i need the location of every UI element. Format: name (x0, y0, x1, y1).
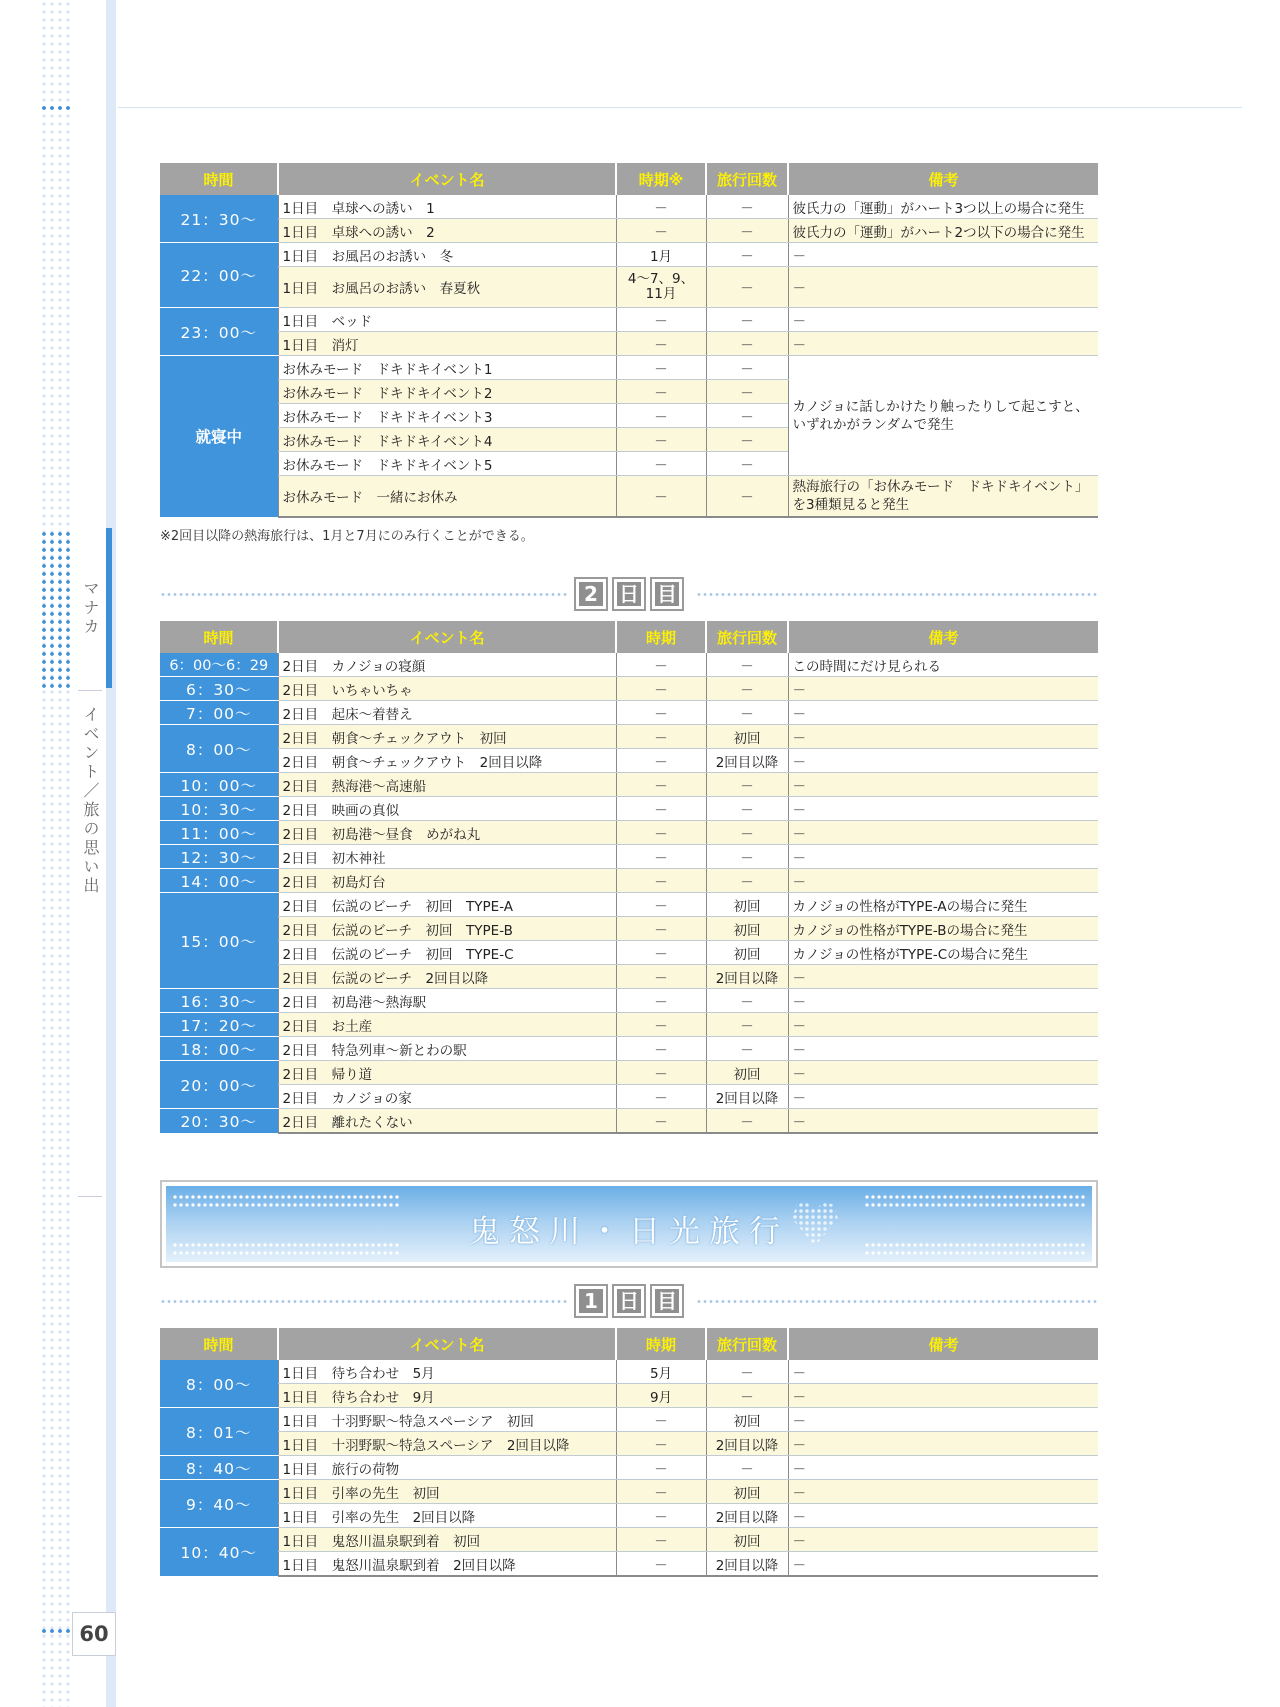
table-row (160, 1360, 1098, 1384)
period-cell: － (616, 356, 706, 380)
header-count: 旅行回数 (706, 1328, 788, 1360)
period-cell: － (616, 773, 706, 797)
count-cell: 2回目以降 (706, 1432, 788, 1456)
table-row (160, 243, 1098, 267)
time-cell: 10：30～ (160, 797, 278, 821)
event-cell: 2日目 起床～着替え (278, 701, 616, 725)
margin-dash-bottom (40, 1629, 72, 1633)
margin-dash-top (40, 106, 72, 110)
page-number: 60 (72, 1612, 116, 1656)
table-row (160, 1085, 1098, 1109)
count-cell: － (706, 1109, 788, 1134)
note-cell: － (788, 677, 1098, 701)
count-cell: 初回 (706, 941, 788, 965)
banner-dots (864, 1194, 1086, 1200)
note-cell: 彼氏力の「運動」がハート3つ以上の場合に発生 (788, 195, 1098, 219)
table-row (160, 267, 1098, 308)
count-cell: － (706, 476, 788, 518)
count-cell: － (706, 1013, 788, 1037)
period-cell: － (616, 845, 706, 869)
period-cell: － (616, 893, 706, 917)
count-cell: － (706, 219, 788, 243)
count-cell: － (706, 989, 788, 1013)
time-cell: 20：00～ (160, 1061, 278, 1109)
note-cell: － (788, 749, 1098, 773)
trip-banner (160, 1180, 1098, 1268)
period-cell: － (616, 725, 706, 749)
period-cell: － (616, 1528, 706, 1552)
count-cell: － (706, 308, 788, 332)
side-tab-divider (78, 690, 102, 691)
time-cell: 15：00～ (160, 893, 278, 989)
period-cell: － (616, 332, 706, 356)
time-cell: 8：01～ (160, 1408, 278, 1456)
count-cell: － (706, 380, 788, 404)
note-cell: － (788, 1456, 1098, 1480)
event-cell: お休みモード ドキドキイベント5 (278, 452, 616, 476)
time-cell: 8：00～ (160, 1360, 278, 1408)
table-header-row (160, 621, 1098, 653)
period-cell: － (616, 821, 706, 845)
note-cell: － (788, 773, 1098, 797)
table-row (160, 1552, 1098, 1577)
count-cell: － (706, 195, 788, 219)
period-cell: － (616, 1085, 706, 1109)
period-cell: － (616, 797, 706, 821)
margin-dot-highlight (40, 530, 72, 690)
heading-glyph (650, 1284, 684, 1318)
event-cell: 2日目 映画の真似 (278, 797, 616, 821)
count-cell: 初回 (706, 1528, 788, 1552)
period-cell: － (616, 452, 706, 476)
count-cell: － (706, 1037, 788, 1061)
period-cell: 4～7、9、11月 (616, 267, 706, 308)
event-cell: 1日目 十羽野駅～特急スペーシア 2回目以降 (278, 1432, 616, 1456)
count-cell: － (706, 1456, 788, 1480)
note-cell: カノジョの性格がTYPE-Cの場合に発生 (788, 941, 1098, 965)
header-event: イベント名 (278, 163, 616, 195)
event-cell: お休みモード ドキドキイベント3 (278, 404, 616, 428)
count-cell: － (706, 332, 788, 356)
time-cell: 11：00～ (160, 821, 278, 845)
heading-glyph-text: 1 (579, 1289, 603, 1313)
heading-glyph (612, 1284, 646, 1318)
count-cell: － (706, 869, 788, 893)
header-remarks: 備考 (788, 1328, 1098, 1360)
event-cell: 2日目 朝食～チェックアウト 初回 (278, 725, 616, 749)
count-cell: 初回 (706, 1408, 788, 1432)
table-row (160, 989, 1098, 1013)
event-cell: 2日目 初島灯台 (278, 869, 616, 893)
table-row (160, 1432, 1098, 1456)
period-cell: － (616, 653, 706, 677)
time-cell: 21：30～ (160, 195, 278, 243)
note-cell: － (788, 845, 1098, 869)
note-cell: － (788, 1408, 1098, 1432)
event-cell: お休みモード ドキドキイベント2 (278, 380, 616, 404)
event-cell: 1日目 十羽野駅～特急スペーシア 初回 (278, 1408, 616, 1432)
trip-banner-panel (166, 1186, 1092, 1262)
note-cell: － (788, 332, 1098, 356)
table-row (160, 941, 1098, 965)
table-row (160, 797, 1098, 821)
day-1-heading (160, 1284, 1098, 1318)
event-cell: 2日目 いちゃいちゃ (278, 677, 616, 701)
event-cell: 1日目 鬼怒川温泉駅到着 初回 (278, 1528, 616, 1552)
note-cell: カノジョの性格がTYPE-Bの場合に発生 (788, 917, 1098, 941)
header-period: 時期 (616, 621, 706, 653)
period-cell: － (616, 1013, 706, 1037)
count-cell: － (706, 821, 788, 845)
period-cell: － (616, 404, 706, 428)
event-cell: お休みモード 一緒にお休み (278, 476, 616, 518)
side-strip (106, 0, 116, 1707)
table-row (160, 1480, 1098, 1504)
event-cell: 1日目 待ち合わせ 5月 (278, 1360, 616, 1384)
table-header-row (160, 163, 1098, 195)
period-cell: － (616, 1061, 706, 1085)
period-cell: － (616, 1432, 706, 1456)
note-cell: － (788, 1528, 1098, 1552)
count-cell: 2回目以降 (706, 965, 788, 989)
header-event: イベント名 (278, 621, 616, 653)
note-cell: － (788, 1085, 1098, 1109)
header-event: イベント名 (278, 1328, 616, 1360)
header-period: 時期※ (616, 163, 706, 195)
note-cell: － (788, 1013, 1098, 1037)
table-row (160, 1384, 1098, 1408)
heading-glyph-text: 日 (619, 1289, 639, 1313)
header-remarks: 備考 (788, 621, 1098, 653)
event-cell: 2日目 帰り道 (278, 1061, 616, 1085)
heading-dotted-line (160, 593, 568, 596)
table-row (160, 677, 1098, 701)
period-cell: － (616, 941, 706, 965)
period-cell: － (616, 1408, 706, 1432)
period-cell: － (616, 219, 706, 243)
note-cell: カノジョに話しかけたり触ったりして起こすと、いずれかがランダムで発生 (788, 356, 1098, 476)
note-cell: － (788, 1384, 1098, 1408)
period-cell: － (616, 869, 706, 893)
note-cell: － (788, 1061, 1098, 1085)
time-cell: 6：00～6：29 (160, 653, 278, 677)
period-cell: － (616, 749, 706, 773)
note-cell: － (788, 821, 1098, 845)
note-cell: － (788, 1037, 1098, 1061)
event-cell: 1日目 ベッド (278, 308, 616, 332)
count-cell: － (706, 404, 788, 428)
table-row (160, 893, 1098, 917)
time-cell: 12：30～ (160, 845, 278, 869)
note-cell: － (788, 308, 1098, 332)
time-cell: 23：00～ (160, 308, 278, 356)
heading-glyph (650, 577, 684, 611)
note-cell: － (788, 701, 1098, 725)
count-cell: 2回目以降 (706, 749, 788, 773)
table-row (160, 1504, 1098, 1528)
period-cell: － (616, 308, 706, 332)
side-tab-event[interactable]: イベント／旅の思い出 (81, 706, 100, 896)
margin-dot-pattern (40, 0, 72, 1707)
count-cell: 2回目以降 (706, 1504, 788, 1528)
note-cell: － (788, 1504, 1098, 1528)
event-cell: 2日目 特急列車～新とわの駅 (278, 1037, 616, 1061)
time-cell: 18：00～ (160, 1037, 278, 1061)
count-cell: － (706, 1384, 788, 1408)
event-cell: 2日目 伝説のビーチ 初回 TYPE-A (278, 893, 616, 917)
count-cell: 2回目以降 (706, 1552, 788, 1577)
side-strip-active (106, 528, 112, 688)
count-cell: 初回 (706, 1480, 788, 1504)
table-row (160, 1528, 1098, 1552)
note-cell: － (788, 797, 1098, 821)
count-cell: － (706, 1360, 788, 1384)
note-cell: － (788, 243, 1098, 267)
event-cell: お休みモード ドキドキイベント1 (278, 356, 616, 380)
period-cell: － (616, 701, 706, 725)
table-row (160, 845, 1098, 869)
period-cell: － (616, 476, 706, 518)
count-cell: － (706, 701, 788, 725)
count-cell: － (706, 797, 788, 821)
table-row (160, 653, 1098, 677)
count-cell: － (706, 677, 788, 701)
event-cell: 1日目 卓球への誘い 2 (278, 219, 616, 243)
heading-glyph (574, 577, 608, 611)
table-row (160, 869, 1098, 893)
period-cell: － (616, 380, 706, 404)
footnote: ※2回目以降の熱海旅行は、1月と7月にのみ行くことができる。 (160, 529, 534, 544)
note-cell: 彼氏力の「運動」がハート2つ以下の場合に発生 (788, 219, 1098, 243)
period-cell: － (616, 965, 706, 989)
table-row (160, 332, 1098, 356)
note-cell: 熱海旅行の「お休みモード ドキドキイベント」を3種類見ると発生 (788, 476, 1098, 518)
note-cell: － (788, 965, 1098, 989)
count-cell: － (706, 428, 788, 452)
header-time: 時間 (160, 621, 278, 653)
note-cell: － (788, 1552, 1098, 1577)
table-row (160, 1037, 1098, 1061)
event-cell: 1日目 お風呂のお誘い 春夏秋 (278, 267, 616, 308)
table-row (160, 1109, 1098, 1134)
count-cell: 初回 (706, 893, 788, 917)
time-cell: 14：00～ (160, 869, 278, 893)
side-tab-manaka[interactable]: マナカ (81, 580, 100, 637)
period-cell: － (616, 1456, 706, 1480)
event-cell: 2日目 カノジョの家 (278, 1085, 616, 1109)
event-cell: 2日目 熱海港～高速船 (278, 773, 616, 797)
heading-glyphs (574, 1284, 684, 1318)
time-cell: 10：00～ (160, 773, 278, 797)
count-cell: － (706, 243, 788, 267)
note-cell: － (788, 1360, 1098, 1384)
table-row (160, 1061, 1098, 1085)
trip-banner-title: 鬼怒川・日光旅行 (469, 1214, 789, 1250)
event-cell: 2日目 離れたくない (278, 1109, 616, 1134)
count-cell: 初回 (706, 917, 788, 941)
time-cell: 20：30～ (160, 1109, 278, 1134)
table-row (160, 917, 1098, 941)
note-cell: － (788, 1109, 1098, 1134)
heading-glyph (612, 577, 646, 611)
period-cell: － (616, 428, 706, 452)
table-row (160, 701, 1098, 725)
heading-dotted-line (160, 1300, 568, 1303)
event-cell: 1日目 卓球への誘い 1 (278, 195, 616, 219)
table-row (160, 476, 1098, 518)
table-row (160, 195, 1098, 219)
time-cell: 16：30～ (160, 989, 278, 1013)
event-cell: 1日目 消灯 (278, 332, 616, 356)
period-cell: － (616, 989, 706, 1013)
count-cell: － (706, 773, 788, 797)
count-cell: － (706, 267, 788, 308)
time-cell: 7：00～ (160, 701, 278, 725)
header-time: 時間 (160, 163, 278, 195)
event-cell: 2日目 カノジョの寝顔 (278, 653, 616, 677)
period-cell: － (616, 1109, 706, 1134)
heading-glyph (574, 1284, 608, 1318)
period-cell: 1月 (616, 243, 706, 267)
time-cell: 10：40～ (160, 1528, 278, 1577)
banner-dots (172, 1194, 400, 1200)
event-cell: 2日目 初島港～昼食 めがね丸 (278, 821, 616, 845)
period-cell: － (616, 677, 706, 701)
count-cell: － (706, 452, 788, 476)
event-cell: 2日目 初島港～熱海駅 (278, 989, 616, 1013)
event-table-atami-day1 (160, 163, 1098, 518)
heading-dotted-line (696, 593, 1098, 596)
note-cell: － (788, 989, 1098, 1013)
side-tab-divider (78, 1196, 102, 1197)
count-cell: 初回 (706, 1061, 788, 1085)
table-row (160, 308, 1098, 332)
heading-glyph-text: 目 (657, 1289, 677, 1313)
table-row (160, 1408, 1098, 1432)
count-cell: － (706, 845, 788, 869)
table-header-row (160, 1328, 1098, 1360)
event-cell: 2日目 伝説のビーチ 初回 TYPE-C (278, 941, 616, 965)
event-cell: 1日目 引率の先生 2回目以降 (278, 1504, 616, 1528)
event-cell: 1日目 引率の先生 初回 (278, 1480, 616, 1504)
note-cell: － (788, 1480, 1098, 1504)
header-rule (118, 107, 1242, 108)
heading-glyph-text: 2 (579, 582, 603, 606)
note-cell: － (788, 725, 1098, 749)
time-cell: 8：40～ (160, 1456, 278, 1480)
heading-glyph-text: 目 (657, 582, 677, 606)
header-count: 旅行回数 (706, 621, 788, 653)
event-cell: 1日目 旅行の荷物 (278, 1456, 616, 1480)
table-row (160, 749, 1098, 773)
period-cell: － (616, 1504, 706, 1528)
period-cell: － (616, 917, 706, 941)
header-count: 旅行回数 (706, 163, 788, 195)
count-cell: － (706, 653, 788, 677)
period-cell: 9月 (616, 1384, 706, 1408)
time-cell: 就寝中 (160, 356, 278, 518)
note-cell: カノジョの性格がTYPE-Aの場合に発生 (788, 893, 1098, 917)
table-row (160, 725, 1098, 749)
event-cell: 2日目 朝食～チェックアウト 2回目以降 (278, 749, 616, 773)
count-cell: － (706, 356, 788, 380)
time-cell: 17：20～ (160, 1013, 278, 1037)
event-table-kinugawa-day1 (160, 1328, 1098, 1577)
header-time: 時間 (160, 1328, 278, 1360)
heading-glyphs (574, 577, 684, 611)
table-row (160, 965, 1098, 989)
event-cell: 1日目 鬼怒川温泉駅到着 2回目以降 (278, 1552, 616, 1577)
period-cell: － (616, 1480, 706, 1504)
table-row (160, 773, 1098, 797)
count-cell: 2回目以降 (706, 1085, 788, 1109)
event-cell: 2日目 お土産 (278, 1013, 616, 1037)
note-cell: － (788, 267, 1098, 308)
time-cell: 22：00～ (160, 243, 278, 308)
period-cell: 5月 (616, 1360, 706, 1384)
note-cell: － (788, 1432, 1098, 1456)
header-period: 時期 (616, 1328, 706, 1360)
event-table-atami-day2 (160, 621, 1098, 1134)
count-cell: 初回 (706, 725, 788, 749)
day-2-heading (160, 577, 1098, 611)
time-cell: 6：30～ (160, 677, 278, 701)
table-row (160, 1456, 1098, 1480)
heading-glyph-text: 日 (619, 582, 639, 606)
table-row (160, 356, 1098, 380)
event-cell: 2日目 伝説のビーチ 初回 TYPE-B (278, 917, 616, 941)
time-cell: 9：40～ (160, 1480, 278, 1528)
event-cell: 1日目 待ち合わせ 9月 (278, 1384, 616, 1408)
event-cell: 2日目 伝説のビーチ 2回目以降 (278, 965, 616, 989)
table-row (160, 1013, 1098, 1037)
event-cell: お休みモード ドキドキイベント4 (278, 428, 616, 452)
heading-dotted-line (696, 1300, 1098, 1303)
event-cell: 2日目 初木神社 (278, 845, 616, 869)
time-cell: 8：00～ (160, 725, 278, 773)
table-row (160, 821, 1098, 845)
period-cell: － (616, 1037, 706, 1061)
event-cell: 1日目 お風呂のお誘い 冬 (278, 243, 616, 267)
note-cell: － (788, 869, 1098, 893)
table-row (160, 219, 1098, 243)
period-cell: － (616, 1552, 706, 1577)
period-cell: － (616, 195, 706, 219)
note-cell: この時間にだけ見られる (788, 653, 1098, 677)
header-remarks: 備考 (788, 163, 1098, 195)
